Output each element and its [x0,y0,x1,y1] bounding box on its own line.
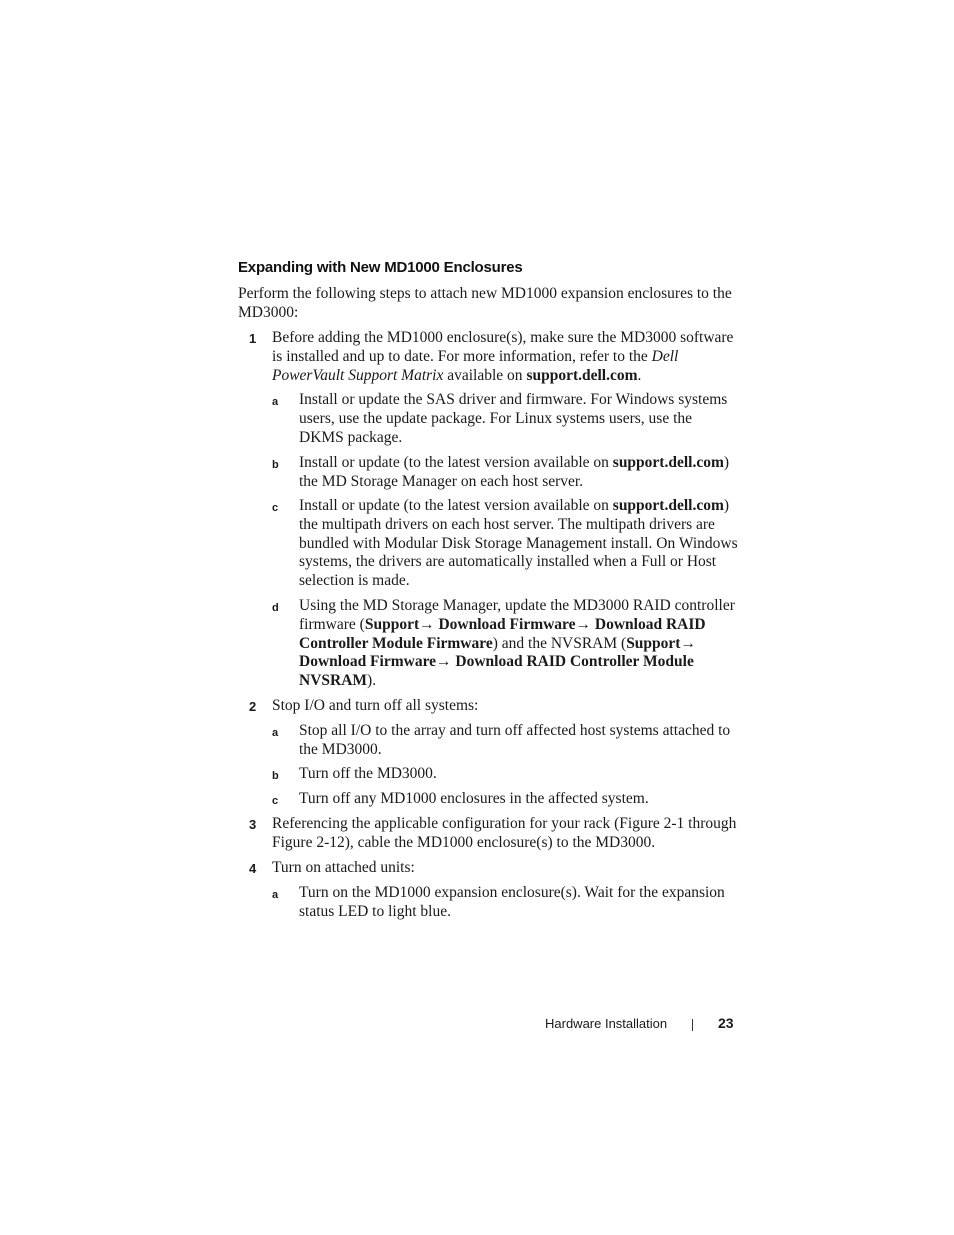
step-1-text [272,329,738,385]
substep-2c-text: Turn off any MD1000 enclosures in the affected system. [299,790,649,807]
substep-letter: c [272,795,279,807]
doc-title: Dell PowerVault Support Matrix [272,347,679,384]
step-1-text-after: . [637,366,642,384]
substep-1d-after: ). [367,672,377,690]
substep-letter: a [272,396,279,408]
support-link[interactable]: support.dell.com [526,366,638,384]
step-number: 3 [249,817,257,832]
step-2-text: Stop I/O and turn off all systems: [272,697,479,714]
substep-4a-text: Turn on the MD1000 expansion enclosure(s). Wait for the expansion status LED to light blue. [299,884,725,920]
substep-1a-text: Install or update the SAS driver and firmware. For Windows systems users, use the update package. For Linux systems users, use the DKMS package. [299,391,728,446]
substep-letter: b [272,459,279,471]
support-link[interactable]: support.dell.com [612,497,724,514]
substep-letter: a [272,727,279,739]
footer-section-title: Hardware Installation [545,1016,668,1031]
footer-divider [692,1019,693,1031]
step-number: 4 [249,861,257,876]
step-number: 2 [249,699,257,714]
substep-1c-before: Install or update (to the latest version available on [299,497,613,514]
substep-letter: a [272,889,279,901]
intro-paragraph: Perform the following steps to attach new MD1000 expansion enclosures to the MD3000: [238,285,732,321]
substep-1c-text [299,497,738,591]
substep-letter: c [272,502,279,514]
substep-2a-text: Stop all I/O to the array and turn off affected host systems attached to the MD3000. [299,722,731,758]
substep-1b-text [299,454,738,492]
substep-2b-text: Turn off the MD3000. [299,765,437,782]
substep-letter: d [272,602,279,614]
step-1-text-mid: available on [443,366,527,384]
substep-1d-text [299,597,738,691]
support-link[interactable]: support.dell.com [612,454,724,471]
substep-1c-after: ) the multipath drivers on each host server. The multipath drivers are bundled with Modular Disk Storage Management install. On Windows systems, the drivers are automatically installed when a Full or Host selection is made. [299,497,738,590]
substep-1d-mid: ) and the NVSRAM ( [492,634,627,652]
substep-1b-before: Install or update (to the latest version available on [299,454,613,471]
step-4-text: Turn on attached units: [272,859,415,876]
substep-letter: b [272,770,279,782]
menu-path-firmware: Support→ Download Firmware→ Download RAID Controller Module Firmware [299,615,706,652]
step-1-text-before: Before adding the MD1000 enclosure(s), make sure the MD3000 software is installed and up to date. For more information, refer to the [272,329,734,365]
step-3-text: Referencing the applicable configuration for your rack (Figure 2-1 through Figure 2-12), cable the MD1000 enclosure(s) to the MD3000. [272,815,737,851]
substep-1b-after: ) the MD Storage Manager on each host server. [299,454,730,490]
step-number: 1 [249,331,257,346]
substep-1d-before: Using the MD Storage Manager, update the MD3000 RAID controller firmware ( [299,597,735,633]
menu-path-nvsram: Support→ Download Firmware→ Download RAID Controller Module NVSRAM [299,634,696,690]
section-heading: Expanding with New MD1000 Enclosures [238,259,523,276]
page-number: 23 [718,1015,734,1031]
